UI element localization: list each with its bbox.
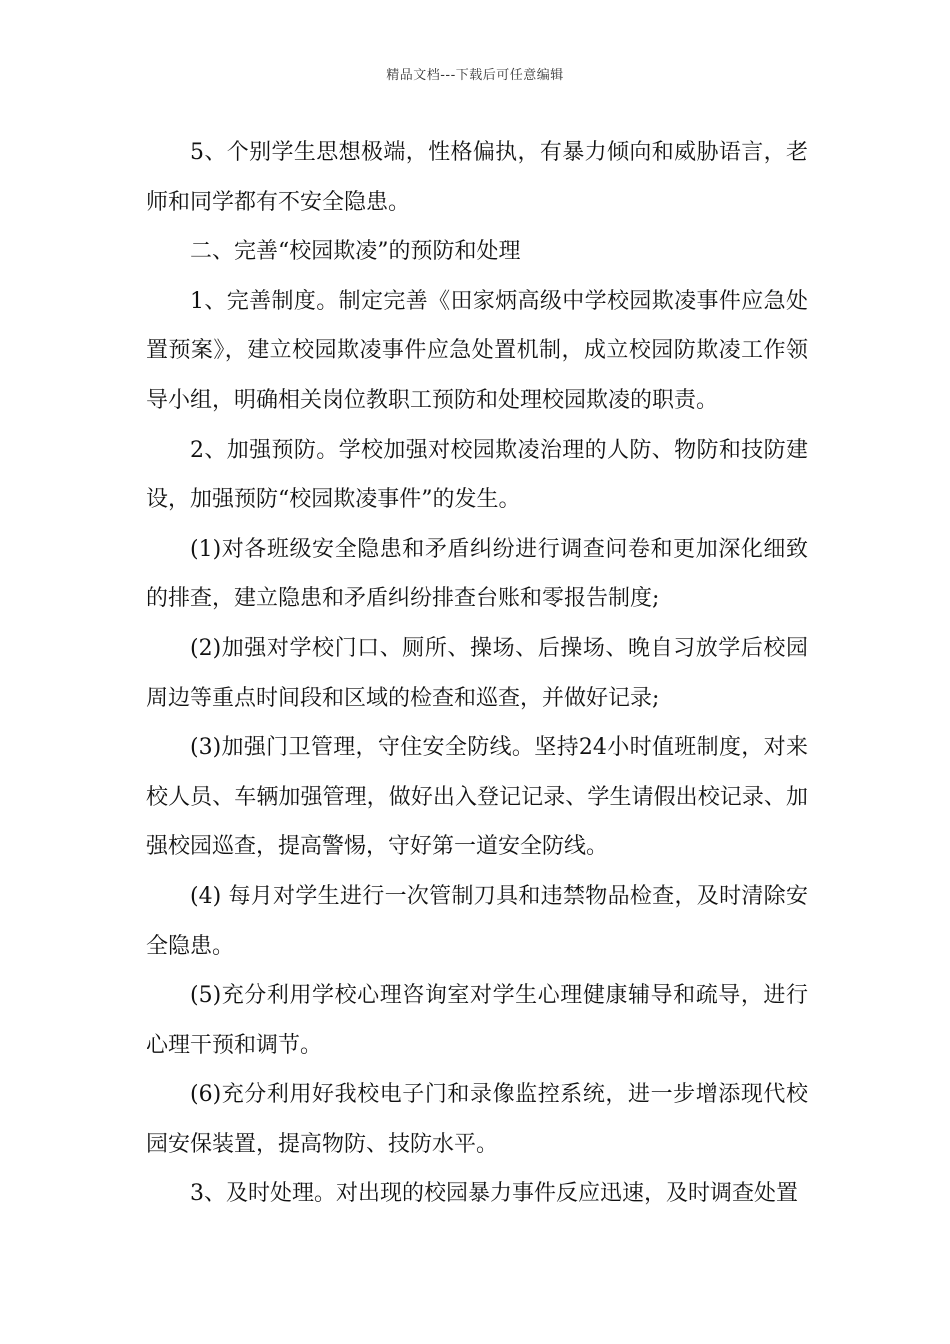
paragraph-improve-system: 1、完善制度。制定完善《田家炳高级中学校园欺凌事件应急处置预案》，建立校园欺凌事件应急处置机制，成立校园防欺凌工作领导小组，明确相关岗位教职工预防和处理校园欺凌的职责。 — [146, 288, 808, 413]
paragraph-extreme-students: 5、个别学生思想极端，性格偏执，有暴力倾向和威胁语言，老师和同学都有不安全隐患。 — [146, 140, 808, 215]
paragraph-item-1: (1)对各班级安全隐患和矛盾纠纷进行调查问卷和更加深化细致的排查，建立隐患和矛盾纠纷排查台账和零报告制度; — [146, 536, 808, 612]
paragraph-item-4: (4) 每月对学生进行一次管制刀具和违禁物品检查，及时清除安全隐患。 — [146, 883, 808, 959]
paragraph-item-3: (3)加强门卫管理，守住安全防线。坚持24小时值班制度，对来校人员、车辆加强管理，做好出入登记记录、学生请假出校记录、加强校园巡查，提高警惕，守好第一道安全防线。 — [146, 735, 808, 860]
paragraph-item-2: (2)加强对学校门口、厕所、操场、后操场、晚自习放学后校园周边等重点时间段和区域的检查和巡查，并做好记录; — [146, 635, 808, 711]
paragraph-timely-handling: 3、及时处理。对出现的校园暴力事件反应迅速，及时调查处置 — [190, 1181, 798, 1207]
paragraph-item-5: (5)充分利用学校心理咨询室对学生心理健康辅导和疏导，进行心理干预和调节。 — [146, 983, 808, 1058]
document-body — [146, 128, 808, 1219]
paragraph-item-6: (6)充分利用好我校电子门和录像监控系统，进一步增添现代校园安保装置，提高物防、技防水平。 — [146, 1082, 808, 1157]
section-heading-prevention: 二、完善“校园欺凌”的预防和处理 — [190, 239, 521, 265]
paragraph-strengthen-prevention: 2、加强预防。学校加强对校园欺凌治理的人防、物防和技防建设，加强预防“校园欺凌事件”的发生。 — [146, 437, 808, 513]
page-header: 精品文档---下载后可任意编辑 — [386, 68, 564, 83]
